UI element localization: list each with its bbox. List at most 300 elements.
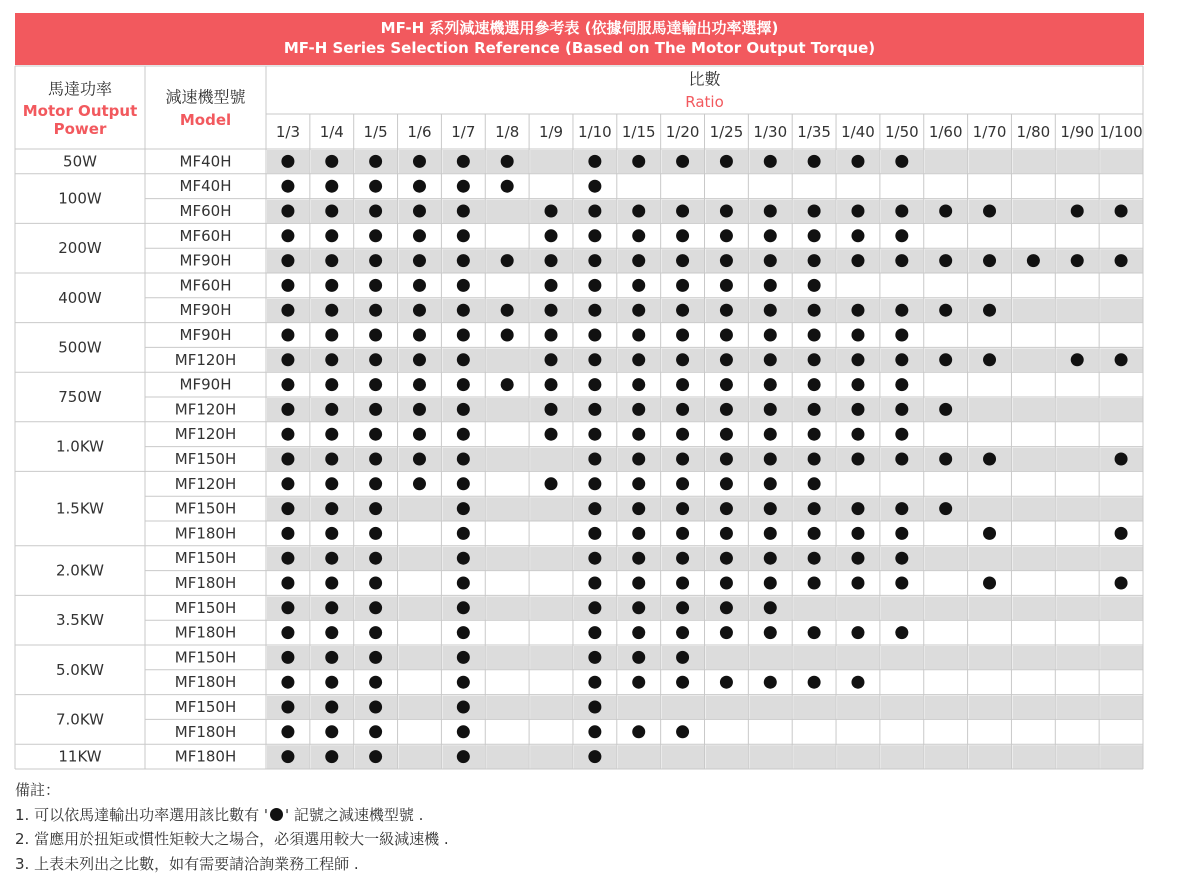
selection-dot-icon <box>369 155 382 168</box>
selection-dot-icon <box>545 254 558 267</box>
ratio-label: 1/80 <box>1016 123 1051 141</box>
selection-dot-icon <box>720 577 733 590</box>
shaded-cell <box>1056 646 1098 669</box>
selection-dot-icon <box>895 155 908 168</box>
shaded-cell <box>706 696 748 719</box>
selection-dot-icon <box>939 254 952 267</box>
selection-dot-icon <box>281 254 294 267</box>
power-label: 50W <box>63 152 97 171</box>
selection-dot-icon <box>545 304 558 317</box>
selection-dot-icon <box>895 502 908 515</box>
shaded-cell <box>486 745 528 768</box>
shaded-cell <box>837 596 879 619</box>
ratio-label: 1/70 <box>972 123 1007 141</box>
selection-dot-icon <box>808 279 821 292</box>
shaded-cell <box>1056 745 1098 768</box>
ratio-label: 1/30 <box>753 123 788 141</box>
selection-dot-icon <box>325 676 338 689</box>
selection-dot-icon <box>895 304 908 317</box>
selection-dot-icon <box>895 577 908 590</box>
selection-dot-icon <box>457 304 470 317</box>
selection-dot-icon <box>764 502 777 515</box>
selection-dot-icon <box>457 205 470 218</box>
shaded-cell <box>399 596 441 619</box>
model-label: MF180H <box>174 722 237 741</box>
selection-dot-icon <box>895 254 908 267</box>
selection-dot-icon <box>457 701 470 714</box>
selection-dot-icon <box>588 180 601 193</box>
shaded-cell <box>1012 448 1054 471</box>
shaded-cell <box>1056 497 1098 520</box>
selection-dot-icon <box>369 701 382 714</box>
header-power-en-2: Power <box>53 120 107 138</box>
selection-dot-icon <box>457 403 470 416</box>
selection-dot-icon <box>1115 205 1128 218</box>
selection-dot-icon <box>632 477 645 490</box>
shaded-cell <box>1012 596 1054 619</box>
model-label: MF60H <box>179 276 232 295</box>
selection-dot-icon <box>720 155 733 168</box>
selection-dot-icon <box>369 205 382 218</box>
selection-dot-icon <box>281 428 294 441</box>
shaded-cell <box>749 696 791 719</box>
selection-dot-icon <box>281 651 294 664</box>
ratio-label: 1/7 <box>451 123 476 141</box>
selection-dot-icon <box>325 502 338 515</box>
selection-dot-icon <box>851 453 864 466</box>
selection-dot-icon <box>369 626 382 639</box>
selection-dot-icon <box>676 676 689 689</box>
model-label: MF120H <box>174 400 237 419</box>
selection-dot-icon <box>895 626 908 639</box>
selection-dot-icon <box>588 577 601 590</box>
selection-dot-icon <box>632 651 645 664</box>
note-1-before: 1. 可以依馬達輸出功率選用該比數有 ' <box>15 805 268 824</box>
dot-symbol-icon <box>270 808 283 821</box>
selection-dot-icon <box>545 378 558 391</box>
selection-dot-icon <box>851 378 864 391</box>
selection-dot-icon <box>808 577 821 590</box>
model-label: MF150H <box>174 450 237 468</box>
header-model-en: Model <box>179 111 232 129</box>
selection-dot-icon <box>720 453 733 466</box>
selection-dot-icon <box>588 626 601 639</box>
selection-dot-icon <box>632 329 645 342</box>
selection-dot-icon <box>369 254 382 267</box>
selection-dot-icon <box>588 254 601 267</box>
shaded-cell <box>662 696 704 719</box>
selection-dot-icon <box>939 304 952 317</box>
selection-dot-icon <box>808 453 821 466</box>
selection-dot-icon <box>369 453 382 466</box>
shaded-cell <box>399 696 441 719</box>
shaded-cell <box>925 596 967 619</box>
ratio-label: 1/60 <box>928 123 963 141</box>
selection-dot-icon <box>1027 254 1040 267</box>
selection-dot-icon <box>676 626 689 639</box>
selection-dot-icon <box>764 577 777 590</box>
power-label: 400W <box>58 288 102 307</box>
selection-dot-icon <box>281 453 294 466</box>
shaded-cell <box>486 448 528 471</box>
shaded-cell <box>1056 696 1098 719</box>
selection-dot-icon <box>588 155 601 168</box>
selection-dot-icon <box>457 477 470 490</box>
model-label: MF120H <box>174 350 237 369</box>
note-1-after: ' 記號之減速機型號 . <box>284 805 424 824</box>
power-label: 1.5KW <box>56 499 104 518</box>
selection-dot-icon <box>895 229 908 242</box>
shaded-cell <box>969 398 1011 421</box>
shaded-cell <box>1012 696 1054 719</box>
selection-dot-icon <box>588 651 601 664</box>
shaded-cell <box>1056 448 1098 471</box>
selection-dot-icon <box>457 676 470 689</box>
shaded-cell <box>793 696 835 719</box>
selection-dot-icon <box>808 229 821 242</box>
selection-dot-icon <box>325 601 338 614</box>
shaded-cell <box>749 646 791 669</box>
selection-dot-icon <box>676 527 689 540</box>
shaded-cell <box>1012 646 1054 669</box>
selection-dot-icon <box>895 552 908 565</box>
selection-dot-icon <box>939 502 952 515</box>
selection-dot-icon <box>851 626 864 639</box>
selection-dot-icon <box>808 329 821 342</box>
selection-dot-icon <box>325 750 338 763</box>
selection-dot-icon <box>325 428 338 441</box>
selection-dot-icon <box>808 403 821 416</box>
selection-dot-icon <box>281 676 294 689</box>
ratio-label: 1/90 <box>1060 123 1095 141</box>
selection-dot-icon <box>632 527 645 540</box>
selection-dot-icon <box>632 601 645 614</box>
selection-dot-icon <box>281 552 294 565</box>
selection-dot-icon <box>720 279 733 292</box>
selection-dot-icon <box>413 378 426 391</box>
selection-dot-icon <box>457 552 470 565</box>
selection-dot-icon <box>1115 353 1128 366</box>
selection-dot-icon <box>413 155 426 168</box>
selection-dot-icon <box>764 403 777 416</box>
selection-dot-icon <box>369 428 382 441</box>
power-label: 100W <box>58 189 102 208</box>
selection-dot-icon <box>720 205 733 218</box>
selection-dot-icon <box>676 403 689 416</box>
selection-dot-icon <box>764 304 777 317</box>
ratio-label: 1/8 <box>495 123 520 141</box>
selection-dot-icon <box>632 453 645 466</box>
selection-dot-icon <box>281 626 294 639</box>
selection-dot-icon <box>369 329 382 342</box>
shaded-cell <box>969 150 1011 173</box>
selection-dot-icon <box>764 552 777 565</box>
shaded-cell <box>793 745 835 768</box>
selection-dot-icon <box>808 626 821 639</box>
shaded-cell <box>486 398 528 421</box>
ratio-label: 1/50 <box>884 123 919 141</box>
shaded-cell <box>1100 398 1142 421</box>
selection-dot-icon <box>281 155 294 168</box>
selection-dot-icon <box>764 254 777 267</box>
shaded-cell <box>618 696 660 719</box>
selection-dot-icon <box>325 155 338 168</box>
shaded-cell <box>486 646 528 669</box>
shaded-cell <box>969 547 1011 570</box>
shaded-cell <box>399 745 441 768</box>
selection-dot-icon <box>325 626 338 639</box>
selection-dot-icon <box>720 502 733 515</box>
shaded-cell <box>1012 150 1054 173</box>
selection-dot-icon <box>281 577 294 590</box>
selection-dot-icon <box>325 477 338 490</box>
selection-dot-icon <box>632 676 645 689</box>
shaded-cell <box>1012 745 1054 768</box>
selection-dot-icon <box>632 725 645 738</box>
selection-dot-icon <box>457 180 470 193</box>
ratio-label: 1/40 <box>841 123 875 141</box>
selection-dot-icon <box>808 502 821 515</box>
shaded-cell <box>1056 398 1098 421</box>
shaded-cell <box>837 745 879 768</box>
selection-dot-icon <box>632 577 645 590</box>
shaded-cell <box>530 150 572 173</box>
selection-dot-icon <box>588 279 601 292</box>
selection-dot-icon <box>895 378 908 391</box>
model-label: MF180H <box>174 623 237 642</box>
selection-dot-icon <box>939 353 952 366</box>
selection-dot-icon <box>1115 453 1128 466</box>
shaded-cell <box>1100 745 1142 768</box>
selection-dot-icon <box>939 453 952 466</box>
selection-dot-icon <box>501 254 514 267</box>
selection-dot-icon <box>457 725 470 738</box>
selection-dot-icon <box>325 701 338 714</box>
selection-dot-icon <box>720 353 733 366</box>
selection-dot-icon <box>325 254 338 267</box>
selection-dot-icon <box>808 205 821 218</box>
selection-dot-icon <box>545 229 558 242</box>
selection-dot-icon <box>1115 577 1128 590</box>
selection-dot-icon <box>325 180 338 193</box>
selection-dot-icon <box>545 279 558 292</box>
selection-dot-icon <box>676 428 689 441</box>
selection-dot-icon <box>676 651 689 664</box>
shaded-cell <box>1100 497 1142 520</box>
selection-dot-icon <box>457 453 470 466</box>
shaded-cell <box>1100 150 1142 173</box>
selection-dot-icon <box>983 527 996 540</box>
selection-dot-icon <box>281 750 294 763</box>
selection-dot-icon <box>281 477 294 490</box>
selection-dot-icon <box>676 453 689 466</box>
selection-dot-icon <box>369 279 382 292</box>
selection-dot-icon <box>413 254 426 267</box>
shaded-cell <box>925 646 967 669</box>
title-chinese: MF-H 系列減速機選用參考表 (依據伺服馬達輸出功率選擇) <box>380 19 779 37</box>
selection-dot-icon <box>1071 205 1084 218</box>
shaded-cell <box>399 497 441 520</box>
selection-dot-icon <box>501 155 514 168</box>
selection-dot-icon <box>764 676 777 689</box>
shaded-cell <box>1012 398 1054 421</box>
selection-dot-icon <box>851 205 864 218</box>
notes-section <box>15 778 449 876</box>
selection-dot-icon <box>720 676 733 689</box>
selection-dot-icon <box>325 725 338 738</box>
selection-dot-icon <box>851 676 864 689</box>
selection-dot-icon <box>369 601 382 614</box>
selection-dot-icon <box>632 205 645 218</box>
model-label: MF150H <box>174 698 237 716</box>
selection-dot-icon <box>369 229 382 242</box>
selection-dot-icon <box>281 229 294 242</box>
shaded-cell <box>1056 150 1098 173</box>
shaded-cell <box>486 547 528 570</box>
model-label: MF150H <box>174 648 237 667</box>
ratio-label: 1/100 <box>1099 123 1143 141</box>
power-label: 500W <box>58 338 102 357</box>
selection-dot-icon <box>764 378 777 391</box>
power-label: 2.0KW <box>56 561 104 580</box>
model-label: MF120H <box>174 425 237 444</box>
power-label: 1.0KW <box>56 437 104 456</box>
selection-dot-icon <box>325 229 338 242</box>
shaded-cell <box>662 745 704 768</box>
model-label: MF60H <box>179 226 232 245</box>
header-power-en: Motor Output <box>22 102 138 120</box>
selection-dot-icon <box>413 229 426 242</box>
selection-dot-icon <box>676 229 689 242</box>
ratio-label: 1/4 <box>319 123 344 141</box>
selection-dot-icon <box>764 477 777 490</box>
selection-dot-icon <box>808 254 821 267</box>
shaded-cell <box>1100 646 1142 669</box>
power-label: 200W <box>58 239 102 258</box>
selection-dot-icon <box>281 527 294 540</box>
model-label: MF180H <box>174 747 237 766</box>
selection-dot-icon <box>895 403 908 416</box>
shaded-cell <box>969 596 1011 619</box>
selection-dot-icon <box>545 428 558 441</box>
selection-dot-icon <box>457 428 470 441</box>
selection-dot-icon <box>895 428 908 441</box>
header-model-zh: 減速機型號 <box>165 87 246 107</box>
selection-dot-icon <box>588 477 601 490</box>
selection-dot-icon <box>895 329 908 342</box>
selection-dot-icon <box>764 601 777 614</box>
selection-dot-icon <box>851 552 864 565</box>
shaded-cell <box>1012 200 1054 223</box>
selection-dot-icon <box>281 403 294 416</box>
selection-dot-icon <box>764 353 777 366</box>
ratio-label: 1/10 <box>578 123 612 141</box>
selection-dot-icon <box>1115 527 1128 540</box>
selection-dot-icon <box>808 477 821 490</box>
selection-dot-icon <box>369 750 382 763</box>
shaded-cell <box>881 696 923 719</box>
selection-dot-icon <box>720 329 733 342</box>
selection-dot-icon <box>588 453 601 466</box>
selection-dot-icon <box>588 229 601 242</box>
selection-dot-icon <box>851 353 864 366</box>
selection-dot-icon <box>325 453 338 466</box>
selection-dot-icon <box>676 725 689 738</box>
selection-dot-icon <box>764 329 777 342</box>
selection-dot-icon <box>457 750 470 763</box>
selection-dot-icon <box>588 527 601 540</box>
selection-dot-icon <box>457 378 470 391</box>
selection-dot-icon <box>545 353 558 366</box>
selection-dot-icon <box>895 453 908 466</box>
selection-dot-icon <box>588 403 601 416</box>
selection-dot-icon <box>281 378 294 391</box>
selection-dot-icon <box>545 205 558 218</box>
shaded-cell <box>530 696 572 719</box>
selection-dot-icon <box>281 353 294 366</box>
shaded-cell <box>1100 547 1142 570</box>
selection-dot-icon <box>851 403 864 416</box>
shaded-cell <box>881 646 923 669</box>
selection-dot-icon <box>281 701 294 714</box>
model-label: MF150H <box>174 598 237 617</box>
selection-dot-icon <box>632 502 645 515</box>
selection-dot-icon <box>281 279 294 292</box>
selection-dot-icon <box>588 701 601 714</box>
selection-dot-icon <box>983 353 996 366</box>
shaded-cell <box>969 745 1011 768</box>
selection-dot-icon <box>764 527 777 540</box>
shaded-cell <box>486 696 528 719</box>
selection-dot-icon <box>808 304 821 317</box>
selection-dot-icon <box>720 552 733 565</box>
selection-dot-icon <box>764 229 777 242</box>
selection-dot-icon <box>281 329 294 342</box>
selection-dot-icon <box>325 651 338 664</box>
shaded-cell <box>881 745 923 768</box>
shaded-cell <box>530 448 572 471</box>
selection-dot-icon <box>588 502 601 515</box>
selection-dot-icon <box>676 254 689 267</box>
selection-dot-icon <box>588 552 601 565</box>
note-3: 3. 上表未列出之比數，如有需要請洽詢業務工程師 . <box>15 854 359 873</box>
selection-dot-icon <box>720 229 733 242</box>
ratio-label: 1/25 <box>709 123 744 141</box>
shaded-cell <box>706 646 748 669</box>
shaded-cell <box>969 646 1011 669</box>
selection-dot-icon <box>588 304 601 317</box>
selection-dot-icon <box>632 378 645 391</box>
selection-dot-icon <box>676 577 689 590</box>
selection-dot-icon <box>720 254 733 267</box>
selection-dot-icon <box>413 453 426 466</box>
selection-dot-icon <box>632 254 645 267</box>
shaded-cell <box>530 497 572 520</box>
shaded-cell <box>530 646 572 669</box>
shaded-cell <box>530 745 572 768</box>
selection-dot-icon <box>413 477 426 490</box>
selection-dot-icon <box>369 725 382 738</box>
selection-dot-icon <box>808 353 821 366</box>
title-english: MF-H Series Selection Reference (Based on The Motor Output Torque) <box>283 39 876 57</box>
selection-dot-icon <box>808 378 821 391</box>
model-label: MF90H <box>179 326 232 344</box>
shaded-cell <box>1100 696 1142 719</box>
selection-dot-icon <box>851 229 864 242</box>
selection-dot-icon <box>632 626 645 639</box>
selection-dot-icon <box>369 577 382 590</box>
selection-dot-icon <box>369 527 382 540</box>
